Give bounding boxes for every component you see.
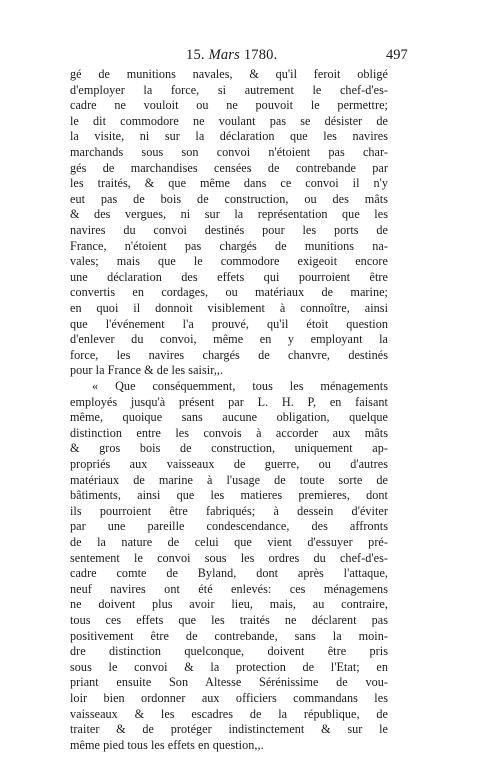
text-line: France, n'étoient pas chargés de munitions na- xyxy=(70,238,388,253)
text-line: même, quoique sans aucune obligation, quelque xyxy=(70,410,388,425)
header-month: Mars xyxy=(208,47,240,63)
text-line: convertis en cordages, ou matériaux de marine; xyxy=(70,285,388,300)
text-line: navires du convoi destinés pour les ports de xyxy=(70,223,388,237)
running-header xyxy=(186,47,406,67)
text-line: d'employer la force, si autrement le chef-d'es- xyxy=(70,82,388,97)
header-day: 15. xyxy=(186,47,205,63)
text-line: traiter & de protéger indistinctement & sur le xyxy=(70,722,388,737)
text-line: dre distinction quelconque, doivent être pris xyxy=(70,644,388,659)
text-line-paragraph-start: « Que conséquemment, tous les ménagements xyxy=(92,379,388,393)
text-line: de la nature de celui que vient d'essuyer pré- xyxy=(70,535,388,549)
body-text xyxy=(70,67,388,752)
text-line-paragraph-end: pour la France & de les saisir,,. xyxy=(70,363,224,378)
text-line: en quoi il donnoit visiblement à connoître, ainsi xyxy=(70,301,388,315)
text-line: priant ensuite Son Altesse Sérénissime de vou- xyxy=(70,675,388,690)
text-line: d'enlever du convoi, même en y employant la xyxy=(70,332,388,347)
text-line: les traités, & que même dans ce convoi il n'y xyxy=(70,176,388,191)
text-line: la visite, ni sur la déclaration que les navires xyxy=(70,129,388,144)
text-line: une déclaration des effets qui pourroient être xyxy=(70,269,388,284)
page-number: 497 xyxy=(386,47,408,63)
text-line: propriés aux vaisseaux de guerre, ou d'autres xyxy=(70,457,388,471)
text-line: tous ces effets que les traités ne déclarent pas xyxy=(70,613,388,627)
text-line: & gros bois de construction, uniquement ap- xyxy=(70,441,388,456)
header-date xyxy=(186,47,277,64)
text-line: neuf navires ont été enlevés: ces ménagemens xyxy=(70,581,388,596)
text-line: bâtiments, ainsi que les matieres premieres, dont xyxy=(70,488,388,503)
text-line: sous le convoi & la protection de l'Etat; en xyxy=(70,659,388,674)
text-line: cadre ne vouloit ou ne pouvoit le permettre; xyxy=(70,98,388,113)
text-line: cadre comte de Byland, dont après l'attaque, xyxy=(70,566,388,581)
text-line: employés jusqu'à présent par L. H. P, en faisant xyxy=(70,394,388,409)
text-line: gés de marchandises censées de contrebande par xyxy=(70,160,388,175)
text-line: loir bien ordonner aux officiers commandans les xyxy=(70,691,388,705)
text-line: distinction entre les convois à accorder aux mâts xyxy=(70,425,388,440)
text-line: eut pas de bois de construction, ou des mâts xyxy=(70,191,388,206)
text-line: matériaux de marine à l'usage de toute sorte de xyxy=(70,472,388,487)
text-line: positivement être de contrebande, sans la moin- xyxy=(70,628,388,643)
text-line: vales; mais que le commodore exigeoit encore xyxy=(70,254,388,269)
text-line: & des vergues, ni sur la représentation que les xyxy=(70,207,388,222)
text-line: par une pareille condescendance, des affronts xyxy=(70,519,388,534)
text-line: sentement le convoi sous les ordres du chef-d'es- xyxy=(70,550,388,565)
header-year: 1780. xyxy=(243,47,278,63)
text-line: ne doivent plus avoir lieu, mais, au contraire, xyxy=(70,597,388,612)
text-line: marchands sous son convoi n'étoient pas char- xyxy=(70,145,388,159)
text-line: ils pourroient être fabriqués; à dessein d'éviter xyxy=(70,503,388,518)
text-line: que l'événement l'a prouvé, qu'il étoit question xyxy=(70,316,388,331)
text-line: gé de munitions navales, & qu'il feroit obligé xyxy=(70,67,388,81)
text-line: le dit commodore ne voulant pas se désister de xyxy=(70,113,388,128)
text-line-paragraph-end: même pied tous les effets en question,,. xyxy=(70,737,264,752)
text-line: vaisseaux & les escadres de la république, de xyxy=(70,706,388,721)
text-line: force, les navires chargés de chanvre, destinés xyxy=(70,347,388,362)
